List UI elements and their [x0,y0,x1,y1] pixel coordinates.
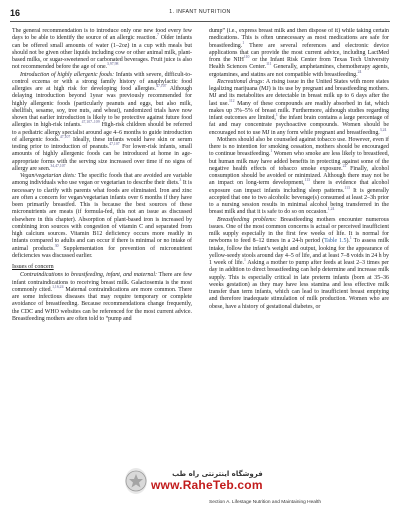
table-link[interactable]: Table 1.5 [324,238,347,245]
paragraph-medications: dump” (i.e., express breast milk and then dispose of it) while taking certain medications. This is often unnecessary as most medications are safe for breastfeeding.$^1$ There are several references and electronic device applications that can provide the most current advice, including LactMed from the NIH$^{110}$ or the Infant Risk Center from Texas Tech University Health Sciences Center.$^{111}$ Generally, amphetamines, chemotherapy agents, ergotamines, and statins are not compatible with breastfeeding.$^{24}$ [209,28,389,78]
page-header [10,9,390,22]
watermark-text [151,470,263,492]
contraindications-lead: Contraindications to breastfeeding, infant, and maternal: [20,272,157,279]
page-footer: Section A. Lifestage Nutrition and Maintaining Health [209,500,321,505]
paragraph-food-introduction: The general recommendation is to introduce only one new food every few days to be able to identify the source of an allergic reaction.$^7$ Older infants can be offered small amounts of water (1–2oz) in a cup with meals but should not be given other liquids including cow or other animal milk, plant-based milks, or sugar-sweetened or carbonated beverages. Fruit juice is also not recommended before the age of one.$^{3,97,98}$ [12,28,192,71]
allergenic-foods-lead: Introduction of highly allergenic foods: [20,71,115,78]
watermark-logo-icon [125,468,147,494]
watermark-store-name: فروشگاه اینترنتی راه طب [172,470,263,478]
watermark-url[interactable]: www.RaheTeb.com [151,478,263,492]
running-title: 1. INFANT NUTRITION [169,9,231,15]
page-number: 16 [10,8,21,18]
breastfeeding-problems-lead: Breastfeeding problems: [217,216,277,223]
paragraph-vegan-diets: Vegan/vegetarian diets: The specific foods that are avoided are variable among individuals who use vegan or vegetarian to describe their diets.$^3$ It is necessary to clarify with parents what foods are eliminated. Iron and zinc are often a concern for vegan/vegetarian infants over 6 months if they have been primarily breastfed. This is because the best sources of these micronutrients are meats (if formula-fed, this not an issue as discussed elsewhere in this chapter). Absorption of plant-based iron is increased by combining iron sources with congestion of vitamin C and separated from high calcium sources. Vitamin B12 deficiency occurs more readily in infants compared to adults and can occur if there is minimal or no intake of animal products.$^{30}$ Supplementation for prevention of micronutrient deficiencies was discussed earlier. [12,173,192,259]
paragraph-contraindications: Contraindications to breastfeeding, infant, and maternal: There are few infant contraindications to receiving breast milk. Galactosemia is the most commonly cited.$^{1,16,24}$ Maternal contraindications are more common. There are some infectious diseases that may require temporary or complete avoidance of breastfeeding. Because recommendations change frequently, the CDC and WHO websites can be referenced for the most current advice. Breastfeeding mothers are often told to “pump and [12,272,192,322]
watermark [125,466,263,496]
paragraph-tobacco-alcohol: Mothers should also be counseled against tobacco use. However, even if there is no intention for smoking cessation, mothers should be encouraged to continue breastfeeding.$^1$ Women who smoke are less likely to breastfeed, but human milk may have added benefits in protecting against some of the negative health effects of tobacco smoke exposure.$^{22}$ Finally, alcohol consumption should be avoided or minimized. Although there may not be an impact on long-term development,$^{113}$ there is evidence that alcohol exposure can impact infants including sleep patterns.$^{113}$ It is generally accepted that one to two alcoholic beverage(s) consumed at least 2–3h prior to a nursing session results in minimal alcohol being transferred in the breast milk and that it is safe to do so on occasion.$^{1,24}$ [209,136,389,216]
paragraph-allergenic-foods: Introduction of highly allergenic foods: Infants with severe, difficult-to-control eczema or with a strong family history of anaphylactic food allergies are at high risk for developing food allergies.$^{47,107}$ Although delaying introduction beyond 1year was previously recommended for highly allergenic foods (particularly peanuts and eggs, but also milk, shellfish, sesame, soy, tree nuts, and wheat), randomized trials have now shown that earlier introduction is likely to be protective against future food allergies in high-risk infants.$^{47,107-109}$ High-risk children should be referred to a pediatric allergy specialist around age 4–6 months to guide introduction of allergenic foods.$^{47,107}$ Ideally, these infants would have skin or serum testing prior to introduction of peanuts.$^{47,107}$ For lower-risk infants, small amounts of highly allergenic foods can be introduced at home in age-appropriate forms with the serving size increased over time if no signs of allergy are seen.$^{34,47,107}$ [12,71,192,172]
right-column [209,28,389,478]
vegan-diets-lead: Vegan/vegetarian diets: [20,173,77,179]
section-heading-issues: Issues of concern [12,264,54,270]
paragraph-breastfeeding-problems: Breastfeeding problems: Breastfeeding mothers encounter numerous issues. One of the most common concerns is actual or perceived insufficient milk supply especially in the first few weeks of life. It is normal for newborns to feed 8–12 times in a 24-h period (Table 1.5).$^1$ To assess milk intake, follow the infant’s weight and output, looking for the appearance of yellow-seedy stools around day 4–5 of life, and at least 7–8 voids in 24 h by 1 week of life.$^1$ Asking a mother to pump after feeds at least 2–3 times per day in addition to direct breastfeeding can help determine and increase milk supply. This is especially critical in late preterm infants (born at 35–36 weeks gestation) as they may have less stamina and less effective milk transfer than term infants, which can lead to insufficient breast emptying and therefore inadequate stimulation of milk production. Women who are obese, have a history of gestational diabetes, or [209,216,389,310]
paragraph-recreational-drugs: Recreational drugs: A rising issue in the United States with more states legalizing marijuana (MJ) is its use by pregnant and breastfeeding mothers. MJ and its metabolites are detectable in breast milk up to 6 days after the last use.$^{112}$ Many of these compounds are readily absorbed in fat, which makes up 3%–5% of breast milk. Furthermore, although studies regarding infant outcomes are limited,$^1$ the infant brain contains a large percentage of fat and may concentrate psychoactive compounds. Women should be encouraged not to use MJ in any form while pregnant and breastfeeding.$^{3,24}$ [209,78,389,136]
left-column [12,28,192,478]
recreational-drugs-lead: Recreational drugs: [217,78,265,85]
